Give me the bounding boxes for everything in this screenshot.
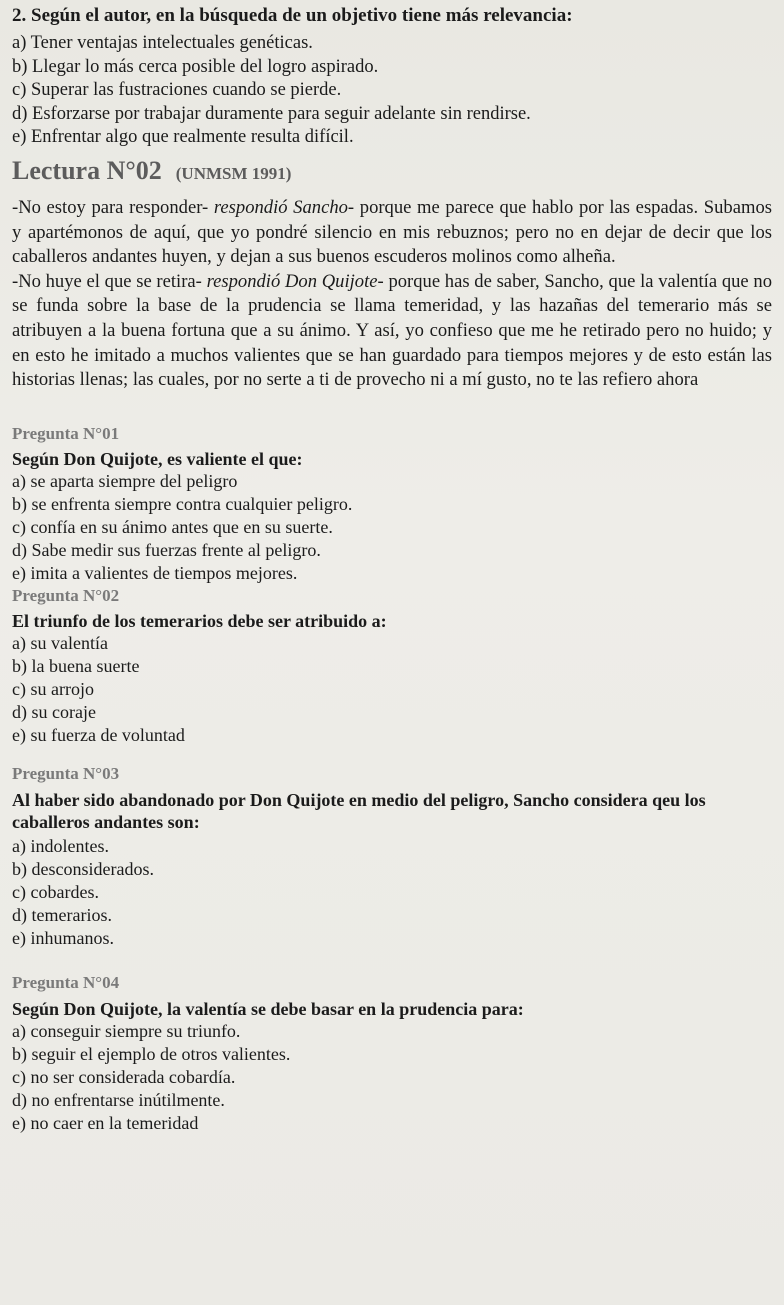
- lectura-source: (UNMSM 1991): [175, 163, 292, 183]
- pregunta-03-stem: Al haber sido abandonado por Don Quijote en medio del peligro, Sancho considera qeu los caballeros andantes son:: [12, 789, 706, 832]
- pregunta-03-option-e: e) inhumanos.: [12, 927, 114, 948]
- passage-paragraph-2: [12, 270, 772, 393]
- question-2-heading: 2. Según el autor, en la búsqueda de un objetivo tiene más relevancia:: [12, 5, 573, 26]
- lectura-title: Lectura N°02: [12, 155, 162, 185]
- pregunta-03-option-b: b) desconsiderados.: [12, 858, 154, 879]
- question-2-option-a: a) Tener ventajas intelectuales genéticas.: [12, 33, 313, 53]
- reading-passage: [12, 196, 772, 393]
- passage-paragraph-1: [12, 196, 772, 270]
- passage-2-start: -No huye el que se retira-: [12, 270, 202, 292]
- pregunta-04-option-e: e) no caer en la temeridad: [12, 1112, 199, 1133]
- pregunta-01-option-a: a) se aparta siempre del peligro: [12, 470, 238, 491]
- pregunta-03-block: [12, 763, 772, 950]
- pregunta-02-stem: El triunfo de los temerarios debe ser atribuido a:: [12, 610, 387, 631]
- passage-1-tag: respondió Sancho-: [213, 196, 355, 218]
- pregunta-01-option-c: c) confía en su ánimo antes que en su suerte.: [12, 516, 333, 537]
- pregunta-03-option-a: a) indolentes.: [12, 835, 109, 856]
- pregunta-03-option-d: d) temerarios.: [12, 904, 112, 925]
- question-2-option-c: c) Superar las fustraciones cuando se pierde.: [12, 80, 342, 101]
- pregunta-02-block: [12, 585, 772, 747]
- pregunta-02-label: Pregunta N°02: [12, 585, 120, 605]
- pregunta-04-label: Pregunta N°04: [12, 972, 120, 992]
- passage-1-rest: porque me parece que hablo por las espadas. Subamos y apartémonos de aquí, que yo pondré silencio en mis rebuznos; pero no en dejar de decir que los caballeros andantes huyen, y dejan a sus buenos escuderos molinos como alheña.: [12, 196, 772, 268]
- pregunta-01-option-e: e) imita a valientes de tiempos mejores.: [12, 562, 298, 583]
- document-content: [12, 4, 772, 1135]
- pregunta-03-option-c: c) cobardes.: [12, 881, 99, 902]
- question-2-option-b: b) Llegar lo más cerca posible del logro aspirado.: [12, 56, 379, 77]
- question-2-option-d: d) Esforzarse por trabajar duramente para seguir adelante sin rendirse.: [12, 103, 531, 124]
- pregunta-03-label: Pregunta N°03: [12, 763, 120, 783]
- question-2-block: [12, 4, 772, 150]
- pregunta-01-stem: Según Don Quijote, es valiente el que:: [12, 448, 303, 469]
- pregunta-04-option-a: a) conseguir siempre su triunfo.: [12, 1020, 241, 1041]
- pregunta-04-option-d: d) no enfrentarse inútilmente.: [12, 1089, 225, 1110]
- pregunta-02-option-e: e) su fuerza de voluntad: [12, 724, 185, 745]
- pregunta-04-option-b: b) seguir el ejemplo de otros valientes.: [12, 1043, 291, 1064]
- pregunta-01-block: [12, 423, 772, 585]
- pregunta-01-option-b: b) se enfrenta siempre contra cualquier peligro.: [12, 493, 353, 514]
- pregunta-01-option-d: d) Sabe medir sus fuerzas frente al peligro.: [12, 539, 321, 560]
- pregunta-04-stem: Según Don Quijote, la valentía se debe basar en la prudencia para:: [12, 998, 524, 1019]
- pregunta-01-label: Pregunta N°01: [12, 423, 120, 443]
- pregunta-02-option-c: c) su arrojo: [12, 678, 94, 699]
- pregunta-02-option-d: d) su coraje: [12, 701, 96, 722]
- passage-1-start: -No estoy para responder-: [12, 196, 209, 218]
- question-2-option-e: e) Enfrentar algo que realmente resulta difícil.: [12, 127, 354, 148]
- passage-2-tag: respondió Don Quijote-: [206, 270, 384, 292]
- pregunta-04-option-c: c) no ser considerada cobardía.: [12, 1066, 236, 1087]
- passage-2-rest: porque has de saber, Sancho, que la valentía que no se funda sobre la base de la prudencia se llama temeridad, y las hazañas del temerario más se atribuyen a la buena fortuna que a su ánimo. Y así, yo confieso que me he retirado pero no huido; y en esto he imitado a muchos valientes que se han guardado para tiempos mejores y de esto están las historias llenas; las cuales, por no serte a ti de provecho ni a mí gusto, no te las refiero ahora: [12, 270, 772, 391]
- pregunta-02-option-b: b) la buena suerte: [12, 655, 140, 676]
- pregunta-02-option-a: a) su valentía: [12, 632, 108, 653]
- lectura-heading: [12, 156, 772, 186]
- pregunta-04-block: [12, 972, 772, 1135]
